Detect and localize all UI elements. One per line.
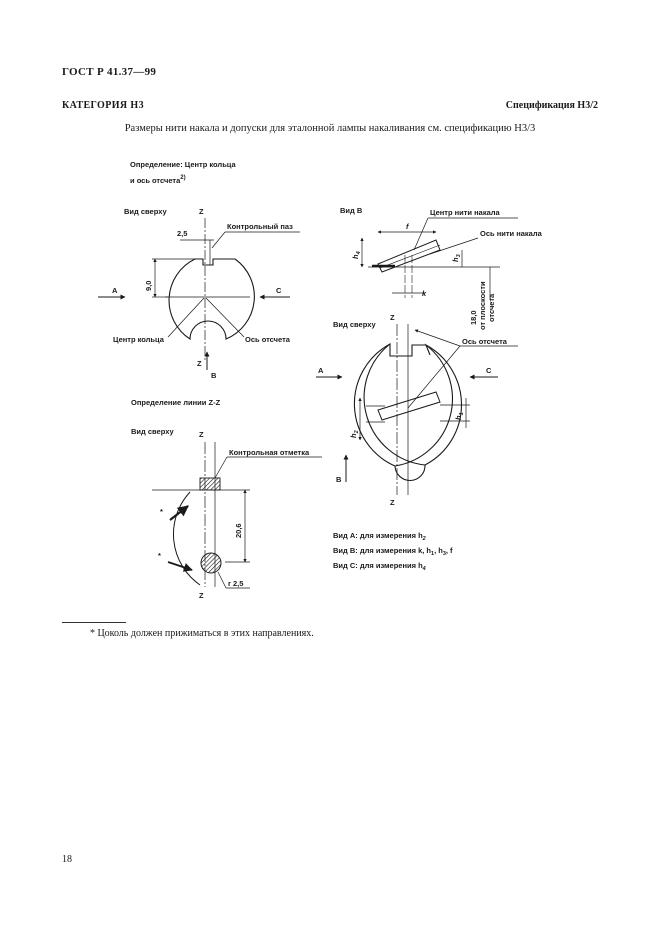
h1-label: $h_1$ [454, 412, 465, 420]
reference-axis-label-2: Ось отсчета [462, 337, 507, 346]
footnote-rule [62, 622, 126, 623]
view-b-diagram [340, 206, 543, 330]
definition-axis-label: и ось отсчета$^{2)}$ [130, 175, 186, 185]
view-a-label-1: A [112, 286, 118, 295]
ring-top-view-diagram [98, 207, 300, 380]
view-c-label-1: C [276, 286, 282, 295]
h4-label-1: $h_4$ [351, 251, 362, 259]
view-b-label-1: B [211, 371, 217, 380]
star-label-1: * [160, 507, 163, 516]
filament-axis-label: Ось нити накала [480, 229, 542, 238]
view-c-label-2: C [486, 366, 492, 375]
reference-axis-label-1: Ось отсчета [245, 335, 290, 344]
intro-text: Размеры нити накала и допуски для эталонной лампы накаливания см. спецификацию Н3/3 [124, 123, 536, 134]
control-mark-label: Контрольная отметка [229, 448, 310, 457]
dim-18-0: 18,0 [469, 310, 478, 325]
right-top-view-diagram [316, 313, 518, 507]
radius-label: r 2,5 [228, 579, 244, 588]
view-b-title: Вид B [340, 206, 363, 215]
z-axis-label-bottom: Z [197, 359, 202, 368]
zz-definition-label: Определение линии Z-Z [131, 398, 221, 407]
z-axis-label-top: Z [199, 207, 204, 216]
view-c-note: Вид C: для измерения $h_4$ [333, 561, 426, 572]
dim-20-6: 20,6 [234, 523, 243, 538]
h2-label: $h_2$ [349, 430, 360, 438]
filament-center-label: Центр нити накала [430, 208, 500, 217]
category-title: КАТЕГОРИЯ Н3 [62, 100, 145, 111]
f-label: f [406, 222, 409, 231]
k-label: k [422, 289, 427, 298]
reference-label: отсчета [487, 293, 496, 322]
dim-2-5: 2,5 [177, 229, 188, 238]
view-a-label-2: A [318, 366, 324, 375]
z-axis-label-zz-bottom: Z [199, 591, 204, 600]
top-view-label-2: Вид сверху [333, 320, 376, 329]
z-axis-label-zz-top: Z [199, 430, 204, 439]
view-b-note: Вид B: для измерения k, $h_1$, $h_3$, f [333, 546, 453, 557]
definition-center-label: Определение: Центр кольца [130, 160, 236, 169]
top-view-label-1: Вид сверху [124, 207, 167, 216]
from-plane-label: от плоскости [478, 281, 487, 330]
footnote: * Цоколь должен прижиматься в этих направлениях. [90, 628, 314, 639]
ring-center-label: Центр кольца [113, 335, 164, 344]
view-a-note: Вид A: для измерения $h_2$ [333, 531, 426, 542]
z-axis-label-right-top: Z [390, 313, 395, 322]
page-number: 18 [62, 854, 72, 865]
specification-title: Спецификация Н3/2 [505, 100, 598, 111]
zz-definition-diagram [131, 398, 322, 600]
h3-label-1: $h_3$ [451, 254, 462, 262]
dim-9-0: 9,0 [144, 280, 153, 291]
view-b-label-2: B [336, 475, 342, 484]
technical-drawing [0, 150, 661, 610]
standard-number: ГОСТ Р 41.37—99 [62, 66, 157, 78]
control-groove-label: Контрольный паз [227, 222, 293, 231]
z-axis-label-right-bottom: Z [390, 498, 395, 507]
star-label-2: * [158, 551, 161, 560]
top-view-label-3: Вид сверху [131, 427, 174, 436]
